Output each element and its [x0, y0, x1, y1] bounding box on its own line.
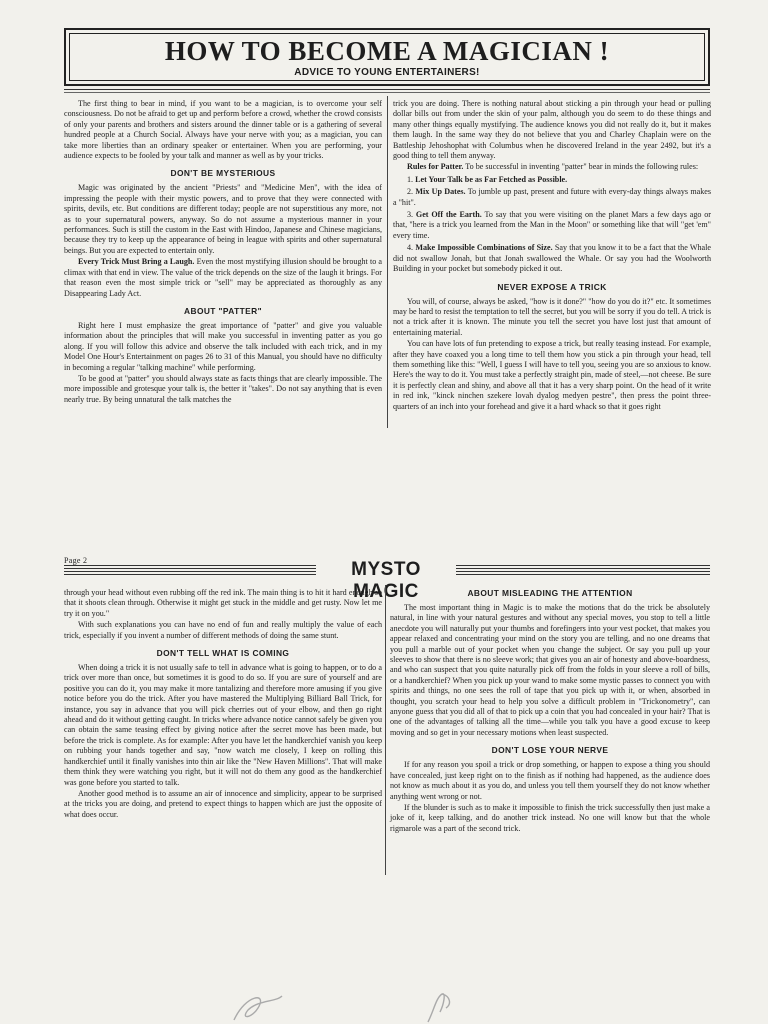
bottom-left-column: [64, 588, 382, 821]
rule-2-number: 2.: [407, 187, 414, 197]
coming-paragraph-1: When doing a trick it is not usually safe to tell in advance what is going to happen, or to do a trick over more than once, but sometimes it is good to do so. If you are sure of yourself and are positive you can do it, you may make it more tantalizing and therefore more amusing if you give notice before you do the trick. After you have mastered the Multiplying Billiard Ball Trick, for instance, you say in advance that you will pick cherries out of your elbow, and then go right ahead and do it without getting caught. In tricks where advance notice cannot safely be given you can obtain the same teasing effect by giving notice after the secret move has been made, but before the trick is complete. As for example: After you have let the handkerchief vanish you keep on rubbing your hands together and say, "now watch me closely, I keep on rolling this handkerchief until it finally vanishes into thin air like the "New Haven Millions". That will make them think they were watching you right, but it will not do them any good as the handkerchief was gone before you started to talk.: [64, 663, 382, 787]
expose-paragraph-2: You can have lots of fun pretending to expose a trick, but really teasing instead. For example, after they have coaxed you a long time to tell them how you stick a pin through your head, tell them something like this: "Well, I guess I will have to tell you, seeing you are so anxious to know. Here's the way to do it. You must take a perfectly straight pin, made of steel,—not cheese. Be sure it is perfectly clean and shiny, and above all that it has a very sharp point. On the head of it write in red ink, "kinck ninchen szekere lovah dyalog medyen pestre", then press the point three-quarters of an inch into your forehead and give it a hard whack so that it goes right: [393, 339, 711, 411]
continued-paragraph: trick you are doing. There is nothing natural about sticking a pin through your head or pulling dollar bills out from under the skin of your palm, although you do seem to do these things and many other things equally mystifying. The audience knows you did not really do it, but it makes them laugh. In the same way they do not believe that you and Charley Chaplain were on the Battleship Jehoshophat with Columbus when he discovered Ireland in the year 2492, but it's a good thing to tell them anyway.: [393, 99, 711, 161]
page-number: Page 2: [64, 556, 88, 565]
rule-2-label: Mix Up Dates.: [415, 187, 466, 197]
handwriting-mark-right: [420, 990, 460, 1024]
rule-1: [393, 175, 711, 185]
rule-3-label: Get Off the Earth.: [415, 210, 482, 220]
sub-title: ADVICE TO YOUNG ENTERTAINERS!: [294, 67, 480, 78]
rules-intro-text: To be successful in inventing "patter" bear in minds the following rules:: [463, 162, 699, 172]
rule-3-number: 3.: [407, 210, 414, 220]
section-heading-nerve: DON'T LOSE YOUR NERVE: [491, 745, 609, 756]
expose-paragraph-1: You will, of course, always be asked, "how is it done?" "how do you do it?" etc. It sometimes may be hard to resist the temptation to tell the secret, but you will be sorry if you do tell. A trick is not a trick after it is known. The minute you tell the secret you have lost just that amount of entertaining material.: [393, 296, 711, 337]
column-divider-bottom: [385, 585, 386, 875]
rule-4-label: Make Impossible Combinations of Size.: [415, 243, 553, 253]
section-heading-coming: DON'T TELL WHAT IS COMING: [156, 648, 290, 659]
patter-paragraph-1: Right here I must emphasize the great importance of "patter" and give you valuable information about the principles that will make you successful in inventing patter as you go along. If you will follow this advice and observe the talk included with each trick, and in my Model One Hour's Entertainment on pages 26 to 31 of this Manual, you should have no difficulty in becoming a regular "talking machine" while performing.: [64, 320, 382, 372]
explanations-paragraph: With such explanations you can have no end of fun and really multiply the value of each trick, especially if you invent a number of different methods of doing the same stunt.: [64, 620, 382, 640]
coming-paragraph-2: Another good method is to assume an air of innocence and simplicity, appear to be surprised at the tricks you are doing, and pretend to expect things to happen which are just the opposite of what does occur.: [64, 788, 382, 819]
rules-label: Rules for Patter.: [407, 162, 464, 172]
patter-paragraph-2: To be good at "patter" you should always state as facts things that are clearly impossible. The more impossible and grotesque your talk is, the better it "takes". Do not say anything that is even nearly true. By being unnatural the talk matches the: [64, 373, 382, 404]
rule-4-number: 4.: [407, 243, 414, 253]
column-divider-top: [387, 96, 388, 428]
section-heading-misleading: ABOUT MISLEADING THE ATTENTION: [467, 588, 633, 598]
rule-3: [393, 210, 711, 241]
laugh-paragraph: [64, 257, 382, 299]
laugh-text: Even the most mystifying illusion should be brought to a climax with that end in view. The value of the trick depends on the size of the laugh it brings. For that reason even the most simple trick or "sell" may be appreciated as thoroughly as any Disappearing Lady Act.: [64, 257, 382, 298]
header-rule-secondary: [64, 92, 710, 93]
rule-2: [393, 187, 711, 208]
banner-rules-right: [456, 565, 710, 577]
section-heading-mysterious: DON'T BE MYSTERIOUS: [170, 168, 276, 179]
rule-2-text: To jumble up past, present and future with every-day things always makes a "hit".: [393, 187, 712, 207]
rule-1-number: 1.: [407, 174, 414, 184]
rule-3-text: To say that you were visiting on the planet Mars a few days ago or that, "here is a trick you learned from the Man in the Moon" or something like that will "get 'em" every time.: [393, 210, 712, 240]
nerve-paragraph-2: If the blunder is such as to make it impossible to finish the trick successfully then just make a joke of it, keep talking, and do another trick instead. No one will know but that the whole rigmarole was a part of the second trick.: [390, 802, 710, 833]
section-heading-expose: NEVER EXPOSE A TRICK: [497, 281, 607, 292]
mysterious-paragraph: Magic was originated by the ancient "Priests" and "Medicine Men", with the idea of impressing the people with their mystic powers, and to prove that they were connected with spirits, devils, etc. But conditions are different today; people are not superstitious any more, not as to your supernatural powers, anyway. So do not assume a mysterious manner in your performances. Such is still the custom in the East with Hindoo, Japanese and Chinese magicians, because they try to keep up the appearance of being in league with spirits and other supernatural beings. But you are expected to entertain only.: [64, 183, 382, 255]
handwriting-mark-left: [228, 990, 288, 1024]
banner-rules-left: [64, 565, 316, 577]
main-title: HOW TO BECOME A MAGICIAN !: [164, 36, 610, 66]
bottom-right-column: [390, 588, 710, 835]
rules-intro-paragraph: [393, 162, 711, 172]
rule-4: [393, 243, 711, 274]
misleading-paragraph: The most important thing in Magic is to make the motions that do the trick be absolutely natural, in line with your natural gestures and without any special moves, you stop to tell a little anecdote you will naturally put your thumbs and forefingers into your vest pocket, that makes you appear relaxed and concentrating your mind on the story you are telling, and no one dreams that you pull a marble out of your pocket when you change the subject. Or say you pull up your sleeves to show that there is no sleeve work; that gives you an air of honesty and above-boardness, and who can suspect that you quite naturally pick off from the folds in your sleeve a roll of bills, or a handkerchief? When you pick up your wand to make some mystic passes to connect you with spirits and things, no one sees the roll of tape that you pick up with it, or when, absorbed in thought, you scratch your head to help you solve a difficult problem in "Trickonometry", can anyone guess that you did all of that to pick up a coin that you had concealed in your hair? That is one of the advantages of talking all the time—while you talk you have a good excuse to keep moving and so get in your necessary motions when least suspected.: [390, 603, 710, 737]
rule-1-label: Let Your Talk be as Far Fetched as Possible.: [415, 174, 568, 184]
top-right-column: [393, 99, 711, 413]
continued-paragraph-2: through your head without even rubbing off the red ink. The main thing is to hit it hard enough so that it shoots clean through. Otherwise it might get stuck in the middle and get rusty. Now let me try it on you.": [64, 588, 382, 618]
rule-4-text: Say that you know it to be a fact that the Whale did not swallow Jonah, but that Jonah swallowed the Whale. Or say you had the Woolworth Building in your pocket but somebody picked it out.: [393, 243, 711, 274]
laugh-label: Every Trick Must Bring a Laugh.: [78, 257, 195, 267]
nerve-paragraph-1: If for any reason you spoil a trick or drop something, or happen to expose a thing you should have concealed, just keep right on to the finish as if nothing had happened, as the audience does not know as much about it as you do, and unless you tell them yourself they do not know whether anything went wrong or not.: [390, 760, 710, 801]
banner-title: MYSTO MAGIC: [351, 559, 421, 602]
intro-paragraph: The first thing to bear in mind, if you want to be a magician, is to overcome your self consciousness. Do not be afraid to get up and perform before a crowd, whether the crowd consists of only your parents and brothers and sisters around the dinner table or is a gathering of several hundred people at a Church Social. Always have your nerve with you; as a magician, you can take more liberties than an ordinary speaker or entertainer. When you are performing, your audience expects to be fooled by your talk and manner as well as by your tricks.: [64, 99, 382, 161]
title-box: [64, 28, 710, 86]
header-rule: [64, 89, 710, 90]
top-left-column: [64, 99, 382, 406]
section-heading-patter: ABOUT "PATTER": [184, 305, 262, 316]
